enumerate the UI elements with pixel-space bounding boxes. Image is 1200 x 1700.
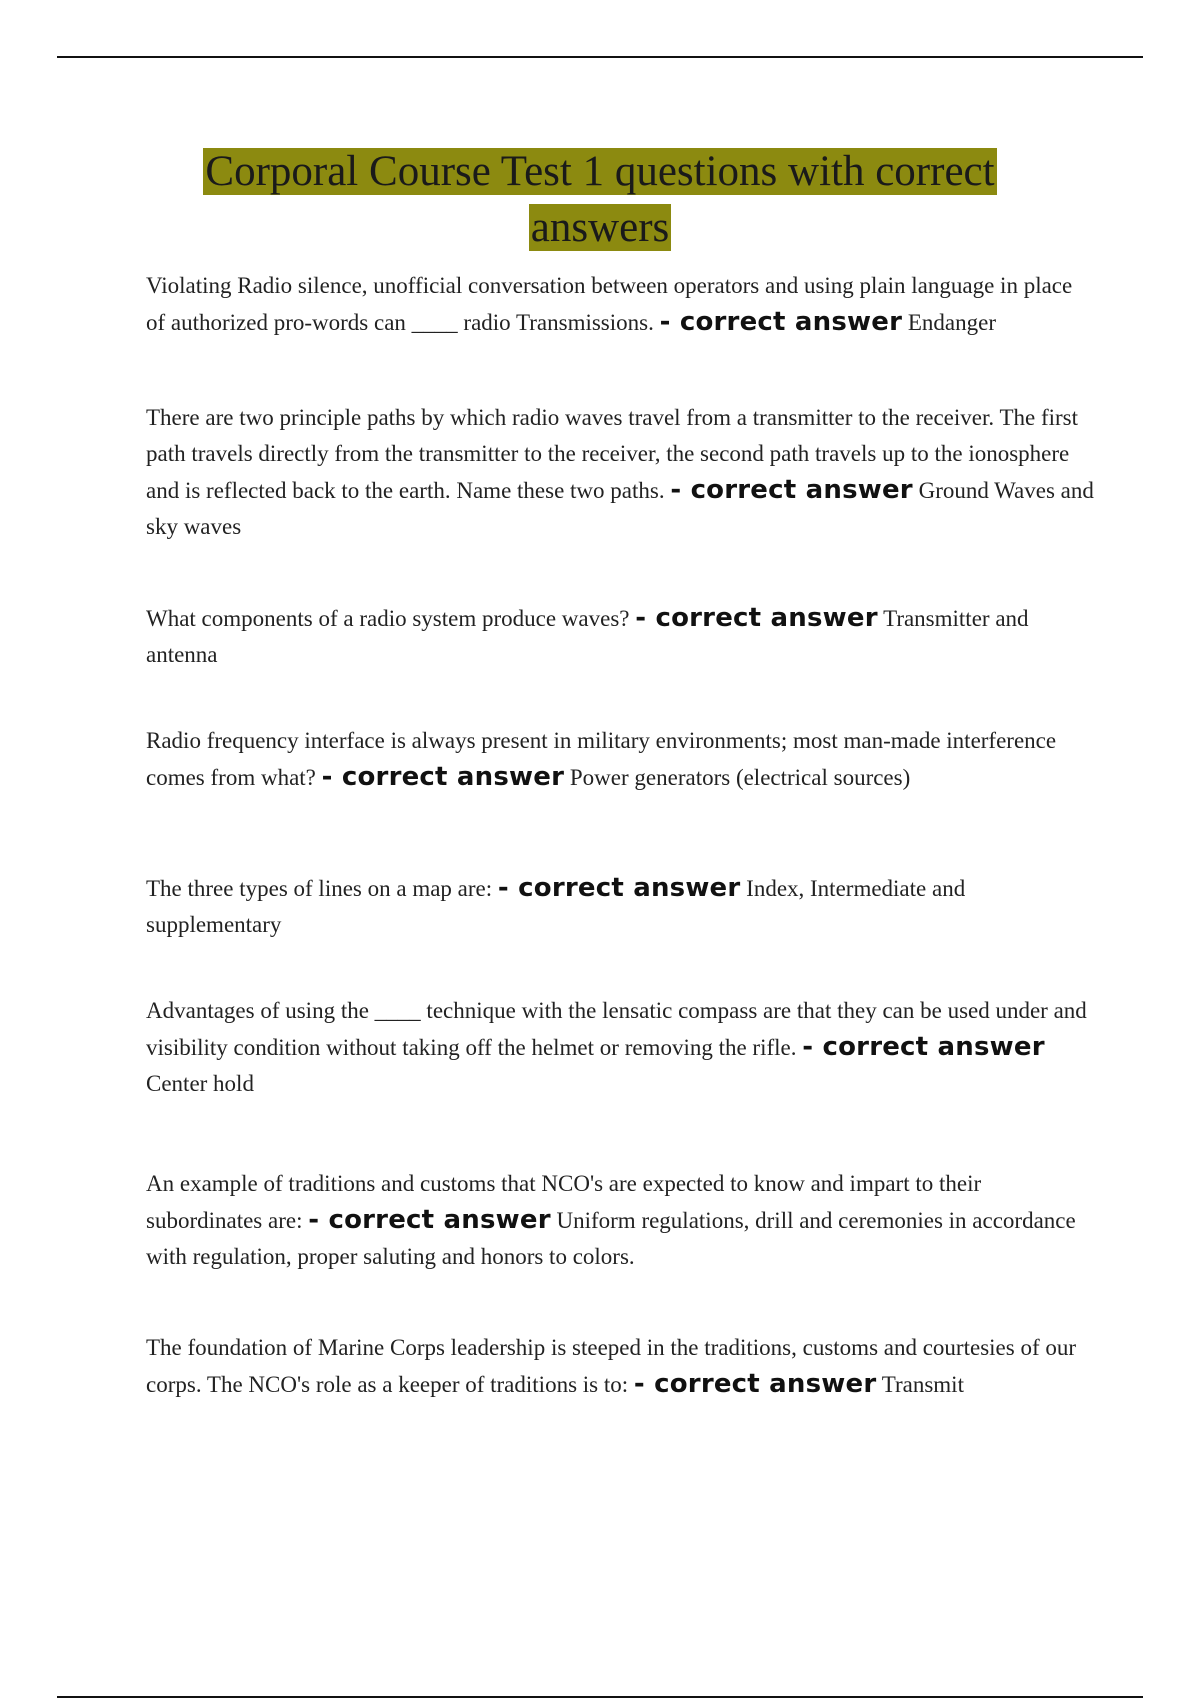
correct-answer-marker: - correct answer <box>633 1369 877 1399</box>
qa-item <box>146 993 1096 1102</box>
correct-answer-marker: - correct answer <box>321 762 565 792</box>
qa-item <box>146 870 1096 943</box>
answer-text: Transmit <box>881 1372 964 1397</box>
qa-item <box>146 600 1096 673</box>
qa-item <box>146 723 1096 796</box>
answer-text: Uniform regulations, drill and ceremonies in accordance with regulation, proper saluting and honors to colors. <box>146 1208 1076 1269</box>
answer-text: Power generators (electrical sources) <box>569 765 911 790</box>
correct-answer-marker: - correct answer <box>635 603 878 633</box>
correct-answer-marker: - correct answer <box>308 1205 551 1235</box>
title-line-2: answers <box>530 204 670 251</box>
question-text: Advantages of using the ____ technique with the lensatic compass are that they can be used under and visibility condition without taking off the helmet or removing the rifle. <box>146 998 1087 1060</box>
question-text: The foundation of Marine Corps leadership is steeped in the traditions, customs and courtesies of our corps. The NCO's role as a keeper of traditions is to: <box>146 1335 1077 1397</box>
question-text: An example of traditions and customs that NCO's are expected to know and impart to their subordinates are: <box>146 1171 982 1233</box>
answer-text: Center hold <box>146 1071 254 1096</box>
qa-item <box>146 1330 1096 1403</box>
question-text: The three types of lines on a map are: <box>146 876 493 901</box>
question-text: There are two principle paths by which radio waves travel from a transmitter to the receiver. The first path travels directly from the transmitter to the receiver, the second path travels up to the ionosphere and is reflected back to the earth. Name these two paths. <box>146 405 1079 503</box>
question-text: Violating Radio silence, unofficial conversation between operators and using plain language in place of authorized pro-words can ____ radio Transmissions. <box>146 273 1073 335</box>
answer-text: Index, Intermediate and supplementary <box>146 876 966 937</box>
document-title <box>0 144 1200 256</box>
title-line-1: Corporal Course Test 1 questions with correct <box>205 148 995 195</box>
qa-item <box>146 400 1096 545</box>
question-text: Radio frequency interface is always present in military environments; most man-made interference comes from what? <box>146 728 1057 790</box>
correct-answer-marker: - correct answer <box>670 475 913 505</box>
top-divider <box>57 56 1143 58</box>
answer-text: Endanger <box>907 310 996 335</box>
correct-answer-marker: - correct answer <box>497 873 741 903</box>
question-text: What components of a radio system produce waves? <box>146 606 630 631</box>
qa-item <box>146 268 1096 341</box>
answer-text: Ground Waves and sky waves <box>146 478 1094 539</box>
bottom-divider <box>57 1696 1143 1698</box>
correct-answer-marker: - correct answer <box>659 307 903 337</box>
qa-item <box>146 1166 1096 1275</box>
correct-answer-marker: - correct answer <box>802 1032 1045 1062</box>
answer-text: Transmitter and antenna <box>146 606 1029 667</box>
